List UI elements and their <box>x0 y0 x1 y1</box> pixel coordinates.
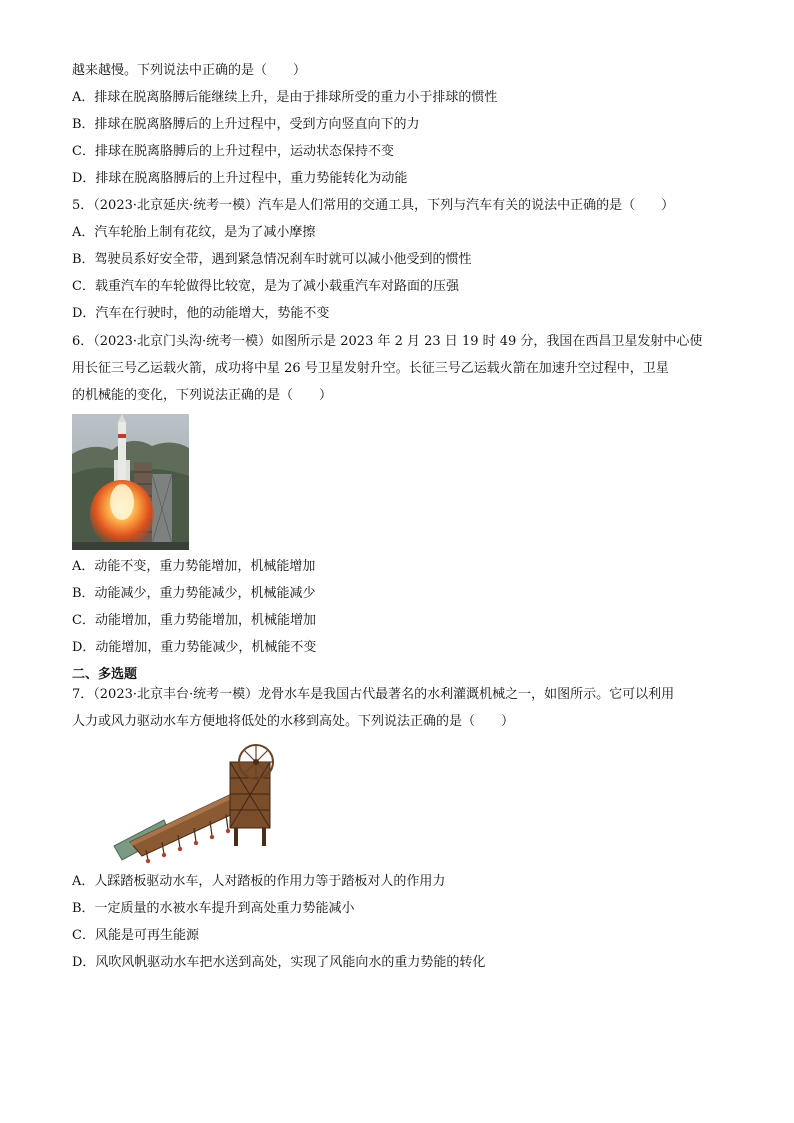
q5-option-a: A．汽车轮胎上制有花纹，是为了减小摩擦 <box>72 225 316 240</box>
q5-option-b: B．驾驶员系好安全带，遇到紧急情况刹车时就可以减小他受到的惯性 <box>72 252 472 267</box>
q7-option-b: B．一定质量的水被水车提升到高处重力势能减小 <box>72 901 355 916</box>
q5-option-c: C．载重汽车的车轮做得比较宽，是为了减小载重汽车对路面的压强 <box>72 279 459 294</box>
water-wheel-image <box>110 742 282 866</box>
q6-stem-line-2: 用长征三号乙运载火箭，成功将中星 26 号卫星发射升空。长征三号乙运载火箭在加速升空过程中，卫星 <box>72 361 669 376</box>
q7-option-c: C．风能是可再生能源 <box>72 928 199 943</box>
q4-option-d: D．排球在脱离胳膊后的上升过程中，重力势能转化为动能 <box>72 171 408 186</box>
q7-option-a: A．人踩踏板驱动水车，人对踏板的作用力等于踏板对人的作用力 <box>72 874 446 889</box>
q6-option-d: D．动能增加，重力势能减少，机械能不变 <box>72 640 317 655</box>
q6-option-c: C．动能增加，重力势能增加，机械能增加 <box>72 613 316 628</box>
q7-stem-line-2: 人力或风力驱动水车方便地将低处的水移到高处。下列说法正确的是（ ） <box>72 714 515 729</box>
q6-stem-line-3: 的机械能的变化，下列说法正确的是（ ） <box>72 388 333 403</box>
q4-option-b: B．排球在脱离胳膊后的上升过程中，受到方向竖直向下的力 <box>72 117 420 132</box>
q7-option-d: D．风吹风帆驱动水车把水送到高处，实现了风能向水的重力势能的转化 <box>72 955 486 970</box>
q4-option-c: C．排球在脱离胳膊后的上升过程中，运动状态保持不变 <box>72 144 394 159</box>
q5-stem: 5．（2023·北京延庆·统考一模）汽车是人们常用的交通工具，下列与汽车有关的说法中正确的是（ ） <box>72 198 675 213</box>
q5-option-d: D．汽车在行驶时，他的动能增大，势能不变 <box>72 306 330 321</box>
q7-stem-line-1: 7．（2023·北京丰台·统考一模）龙骨水车是我国古代最著名的水利灌溉机械之一，如图所示。它可以利用 <box>72 687 675 702</box>
rocket-launch-image <box>72 414 189 550</box>
q6-option-b: B．动能减少，重力势能减少，机械能减少 <box>72 586 316 601</box>
section-title-multiple-choice: 二、多选题 <box>72 667 138 682</box>
q6-option-a: A．动能不变，重力势能增加，机械能增加 <box>72 559 316 574</box>
q4-option-a: A．排球在脱离胳膊后能继续上升，是由于排球所受的重力小于排球的惯性 <box>72 90 498 105</box>
q6-stem-line-1: 6．（2023·北京门头沟·统考一模）如图所示是 2023 年 2 月 23 日 19 时 49 分，我国在西昌卫星发射中心使 <box>72 334 703 349</box>
q4-stem-tail: 越来越慢。下列说法中正确的是（ ） <box>72 63 307 78</box>
